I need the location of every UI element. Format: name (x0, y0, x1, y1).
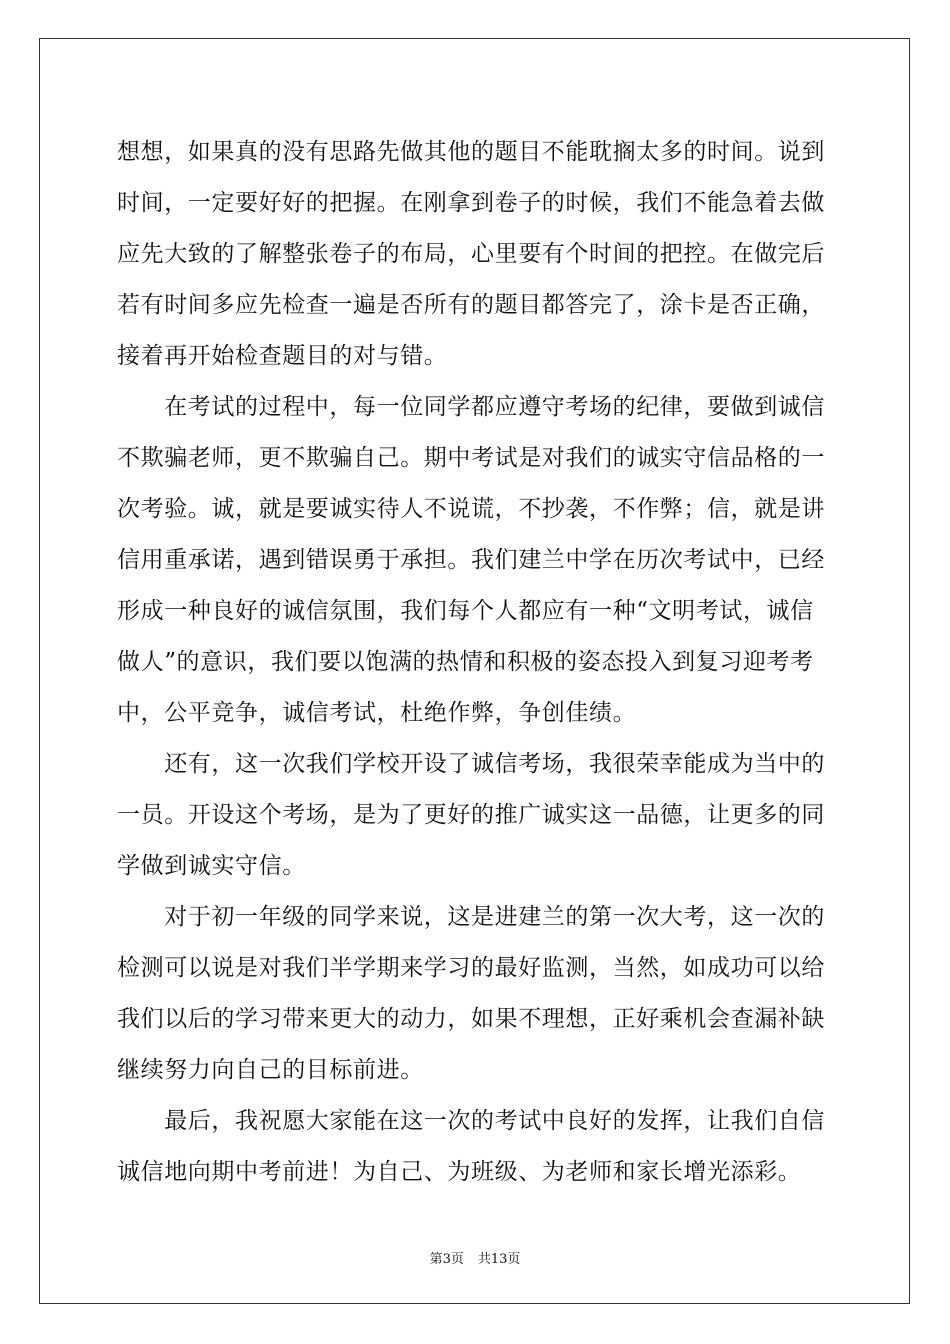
text-line: 诚信地向期中考前进！为自己、为班级、为老师和家长增光添彩。 (117, 1159, 802, 1185)
text-line: 继续努力向自己的目标前进。 (117, 1057, 424, 1083)
text-line: 做人”的意识，我们要以饱满的热情和积极的姿态投入到复习迎考考 (117, 649, 814, 675)
text-line: 一员。开设这个考场，是为了更好的推广诚实这一品德，让更多的同 (117, 802, 825, 828)
document-body (117, 127, 833, 1198)
page-footer (0, 1248, 950, 1267)
text-line: 对于初一年级的同学来说，这是进建兰的第一次大考，这一次的 (117, 904, 825, 930)
text-line: 检测可以说是对我们半学期来学习的最好监测，当然，如成功可以给 (117, 955, 825, 981)
text-line: 最后，我祝愿大家能在这一次的考试中良好的发挥，让我们自信 (117, 1108, 825, 1134)
text-line: 形成一种良好的诚信氛围，我们每个人都应有一种“文明考试，诚信 (117, 598, 814, 624)
text-line: 接着再开始检查题目的对与错。 (117, 343, 448, 369)
text-line: 应先大致的了解整张卷子的布局，心里要有个时间的把控。在做完后 (117, 241, 825, 267)
current-page-number: 第3页 (429, 1252, 464, 1267)
text-line: 信用重承诺，遇到错误勇于承担。我们建兰中学在历次考试中，已经 (117, 547, 825, 573)
text-line: 想想，如果真的没有思路先做其他的题目不能耽搁太多的时间。说到 (117, 139, 825, 165)
text-line: 还有，这一次我们学校开设了诚信考场，我很荣幸能成为当中的 (117, 751, 825, 777)
text-line: 在考试的过程中，每一位同学都应遵守考场的纪律，要做到诚信 (117, 394, 825, 420)
text-line: 中，公平竞争，诚信考试，杜绝作弊，争创佳绩。 (117, 700, 637, 726)
text-line: 我们以后的学习带来更大的动力，如果不理想，正好乘机会查漏补缺 (117, 1006, 825, 1032)
text-line: 时间，一定要好好的把握。在刚拿到卷子的时候，我们不能急着去做 (117, 190, 825, 216)
text-line: 若有时间多应先检查一遍是否所有的题目都答完了，涂卡是否正确， (117, 292, 825, 318)
total-page-count: 共13页 (477, 1252, 521, 1267)
text-line: 次考验。诚，就是要诚实待人不说谎，不抄袭，不作弊；信，就是讲 (117, 496, 825, 522)
text-line: 不欺骗老师，更不欺骗自己。期中考试是对我们的诚实守信品格的一 (117, 445, 825, 471)
text-line: 学做到诚实守信。 (117, 853, 306, 879)
